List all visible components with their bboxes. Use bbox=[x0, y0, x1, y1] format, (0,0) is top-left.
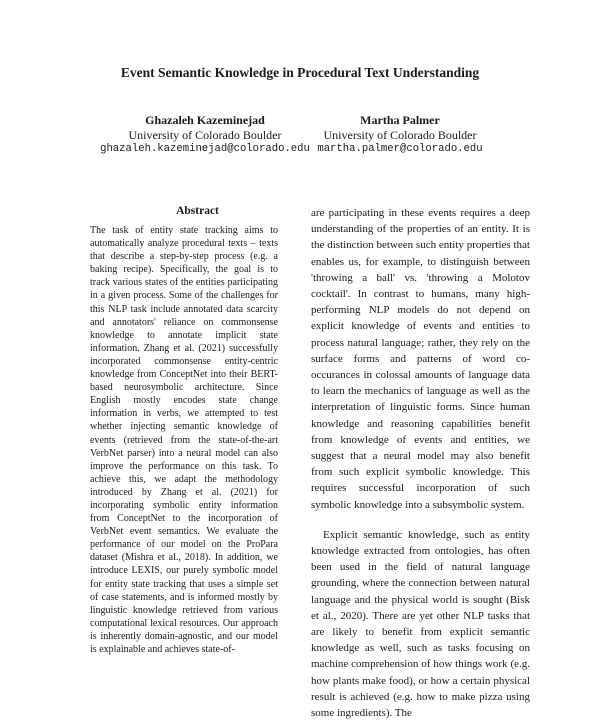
abstract-heading: Abstract bbox=[176, 205, 219, 217]
body-paragraph: are participating in these events requires a deep understanding of the properties of an entity. It is the distinction between such entity properties that enables us, for example, to distinguish between 'throwing a ball' vs. 'throwing a Molotov cocktail'. In contrast to humans, many high-performing NLP models do not depend on explicit knowledge of events and entities to process natural language; rather, they rely on the surface forms and patterns of word co-occurances in colossal amounts of language data to learn the mechanics of language as well as the interpretation of linguistic forms. Since human knowledge and reasoning capabilities benefit from knowledge of events and entities, we suggest that a neural model may also benefit from such explicit symbolic knowledge. This requires successful incorporation of such symbolic knowledge into a subsymbolic system. bbox=[311, 207, 530, 511]
paper-title: Event Semantic Knowledge in Procedural Text Understanding bbox=[120, 65, 480, 80]
author-name: Ghazaleh Kazeminejad bbox=[145, 113, 265, 127]
body-paragraph: Explicit semantic knowledge, such as entity knowledge extracted from ontologies, has often been used in the field of natural language grounding, where the connection between natural language and the physical world is sought (Bisk et al., 2020). There are yet other NLP tasks that are likely to benefit from explicit semantic knowledge as well, such as tasks focusing on machine comprehension of how things work (e.g. how plants make food), or how a certain physical result is achieved (e.g. how to make pizza using some ingredients). The bbox=[311, 528, 530, 720]
author-1 bbox=[90, 113, 320, 157]
author-email: martha.palmer@colorado.edu bbox=[317, 143, 483, 155]
author-email: ghazaleh.kazeminejad@colorado.edu bbox=[100, 143, 310, 155]
author-name: Martha Palmer bbox=[360, 113, 440, 127]
author-affiliation: University of Colorado Boulder bbox=[323, 127, 477, 142]
author-2 bbox=[300, 113, 500, 157]
right-column bbox=[311, 205, 530, 720]
author-affiliation: University of Colorado Boulder bbox=[128, 127, 282, 142]
abstract-text: The task of entity state tracking aims to automatically analyze procedural texts – texts that describe a step-by-step process (e.g. a baking recipe). Specifically, the goal is to track various states of the entities participating in a given process. Some of the challenges for this NLP task include annotated data scarcity and annotators' reliance on commonsense knowledge to annotate implicit state information. Zhang et al. (2021) successfully incorporated commonsense entity-centric knowledge from ConceptNet into their BERT-based neurosymbolic architecture. Since English mostly encodes state change information in verbs, we attempted to test whether injecting semantic knowledge of events (retrieved from the state-of-the-art VerbNet parser) into a neural model can also improve the performance on this task. To achieve this, we adapt the methodology introduced by Zhang et al. (2021) for incorporating symbolic entity information from ConceptNet to the incorporation of VerbNet event semantics. We evaluate the performance of our model on the ProPara dataset (Mishra et al., 2018). In addition, we introduce LEXIS, our purely symbolic model for entity state tracking that uses a simple set of case statements, and is informed mostly by linguistic knowledge retrieved from various computational lexical resources. Our approach is inherently domain-agnostic, and our model is explainable and achieves state-of- bbox=[90, 225, 278, 655]
abstract-body bbox=[90, 224, 278, 655]
